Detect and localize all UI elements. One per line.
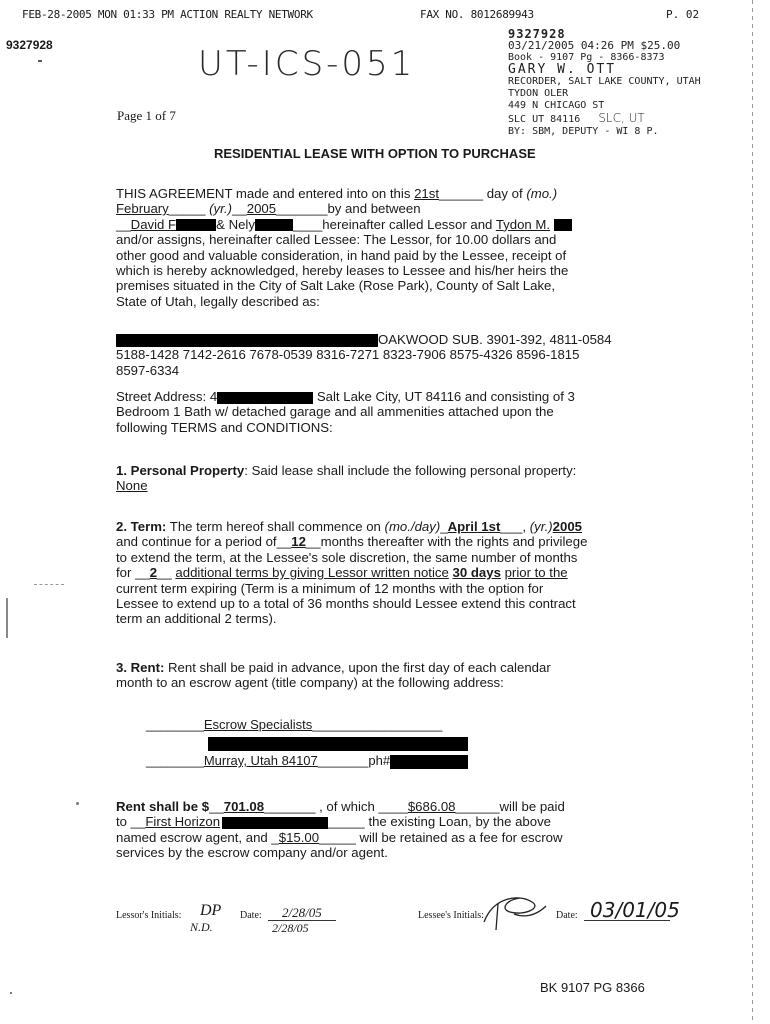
intro-line: State of Utah, legally described as: <box>116 293 320 309</box>
stamp-number: 9327928 <box>508 27 566 41</box>
lessor-date-label: Date: <box>240 910 262 921</box>
section-text: , of which <box>319 799 375 814</box>
stamp-datetime-fee: 03/21/2005 04:26 PM $25.00 <box>508 39 681 52</box>
street-prefix: 4 <box>209 389 218 404</box>
agreement-month: February <box>116 201 169 217</box>
scan-dot <box>10 992 12 994</box>
lessor-initials-label: Lessor's Initials: <box>116 910 182 921</box>
escrow-name: Escrow Specialists <box>203 717 313 732</box>
street-address-block <box>116 389 656 435</box>
section-text: months thereafter with the rights and privilege <box>320 534 588 550</box>
lessor-date-1: 2/28/05 <box>282 905 322 920</box>
stamp-return-city <box>508 112 701 126</box>
redaction-bar <box>255 219 293 231</box>
legal-desc-line: OAKWOOD SUB. 3901-392, 4811-0584 <box>378 332 612 347</box>
stamp-city-zip: SLC UT 84116 <box>508 114 581 125</box>
stamp-deputy: BY: SBM, DEPUTY - WI 8 P. <box>508 126 659 137</box>
lessee-initials-signature <box>480 892 550 932</box>
intro-text: day of <box>486 186 523 201</box>
notice-days: 30 days <box>452 565 501 581</box>
legal-desc-line: 5188-1428 7142-2616 7678-0539 8316-7271 8323-7906 8575-4326 8596-1815 <box>116 347 580 363</box>
intro-text: hereinafter called Lessor and <box>322 216 493 232</box>
section-text: prior to the <box>504 565 568 581</box>
section-text: (mo./day) <box>384 519 441 534</box>
section-text: The term hereof shall commence on <box>169 519 381 534</box>
redaction-bar <box>176 219 216 231</box>
section-text: named escrow agent, and <box>116 829 268 845</box>
stamp-city-handwritten: SLC, UT <box>598 111 645 125</box>
intro-line: which is hereby acknowledged, hereby leases to Lessee and his/her heirs the <box>116 263 569 279</box>
intro-line: and/or assigns, hereinafter called Lessee: The Lessor, for 10.00 dollars and <box>116 232 557 248</box>
section-line: to extend the term, at the Lessee's sole discretion, the same number of months <box>116 549 578 565</box>
lessor-date-underline <box>268 920 336 921</box>
stamp-return-name: TYDON OLER <box>508 88 569 99</box>
stamp-recorder-office: RECORDER, SALT LAKE COUNTY, UTAH <box>508 76 701 87</box>
redaction-bar <box>217 392 313 404</box>
street-line: Bedroom 1 Bath w/ detached garage and all ammenities attached upon the <box>116 404 554 420</box>
scan-dot <box>38 60 42 62</box>
section-heading: 2. Term: <box>116 519 167 534</box>
intro-line: other good and valuable consideration, in hand paid by the Lessee, receipt of <box>116 247 567 263</box>
handwritten-file-code: UT-ICS-051 <box>198 44 416 84</box>
scan-dot <box>76 802 79 805</box>
section-text: Rent shall be paid in advance, upon the first day of each calendar <box>168 660 551 675</box>
lessee-initials-label: Lessee's Initials: <box>418 910 484 921</box>
section-text: will be paid <box>499 799 565 814</box>
entry-number: 9327928 <box>6 38 53 52</box>
intro-paragraph: THIS AGREEMENT made and entered into on this 21st______ day of (mo.) February_____ (yr.)__2005_______by and between __David F & Nely ____hereinafter called Lessor and Tydon M. and/or assigns, hereinafter called Lessee: The Lessor, for 10.00 dollars and other good and valuable consideration, in hand paid by the Lessee, receipt of which is hereby acknowledged, hereby leases to Lessee and his/her heirs the premises situated in the City of Salt Lake (Rose Park), County of Salt Lake, State of Utah, legally described as: <box>116 186 656 309</box>
redaction-bar <box>554 219 572 231</box>
fax-number: FAX NO. 8012689943 <box>420 8 534 21</box>
lessor-date-2: 2/28/05 <box>272 921 309 935</box>
section-line: term an additional 2 terms). <box>116 611 277 627</box>
redaction-bar <box>116 334 378 347</box>
section-rent <box>116 660 656 691</box>
section-text: Rent shall be $ <box>116 799 210 814</box>
section-text: will be retained as a fee for escrow <box>359 829 563 845</box>
street-label: Street Address: <box>116 389 207 404</box>
lessee-name: Tydon M. <box>495 216 551 232</box>
fax-header-date: FEB-28-2005 MON 01:33 PM ACTION REALTY NETWORK <box>22 8 313 21</box>
lessor-initials-2: N.D. <box>190 920 213 934</box>
section-line: current term expiring (Term is a minimum of 12 months with the option for <box>116 580 544 596</box>
street-city: Salt Lake City, UT 84116 and consisting of 3 <box>316 389 575 404</box>
redaction-bar <box>208 737 468 751</box>
section-text: (yr.) <box>529 519 553 534</box>
personal-property-value: None <box>116 478 148 494</box>
section-personal-property <box>116 463 656 494</box>
lessor-name: David F <box>130 216 177 232</box>
lessee-date-underline <box>584 920 670 921</box>
section-text: the existing Loan, by the above <box>368 814 551 830</box>
section-heading: 1. Personal Property <box>116 463 245 478</box>
loan-payment-amount: $686.08 <box>407 799 456 814</box>
escrow-fee: $15.00 <box>278 829 320 845</box>
intro-text: & Nely <box>216 216 255 232</box>
section-line: services by the escrow company and/or agent. <box>116 845 388 861</box>
intro-line: premises situated in the City of Salt Lake (Rose Park), County of Salt Lake, <box>116 278 556 294</box>
section-line: Lessee to extend up to a total of 36 months should Lessee extend this contract <box>116 596 576 612</box>
section-text: : Said lease shall include the following personal property: <box>244 463 577 478</box>
stamp-recorder-name: GARY W. OTT <box>508 62 617 77</box>
term-months: 12 <box>291 534 306 550</box>
scan-mark <box>34 584 64 585</box>
stamp-book-page: Book - 9107 Pg - 8366-8373 <box>508 52 665 63</box>
escrow-address-block: ________Escrow Specialists__________________ ________Murray, Utah 84107_______ph# <box>146 716 468 770</box>
lessee-date: 03/01/05 <box>590 898 680 922</box>
fax-page-number: P. 02 <box>666 8 700 21</box>
section-text: additional terms by giving Lessor written notice <box>175 565 449 581</box>
escrow-city: Murray, Utah 84107 <box>203 753 318 768</box>
section-text: to <box>116 814 127 830</box>
scan-mark <box>6 598 8 638</box>
section-heading: 3. Rent: <box>116 660 165 675</box>
recorder-stamp <box>508 28 701 138</box>
intro-text: (yr.) <box>209 201 233 217</box>
intro-text: by and between <box>327 201 421 217</box>
scan-edge-line <box>752 0 753 1024</box>
lessee-date-label: Date: <box>556 910 578 921</box>
section-text: and continue for a period of <box>116 534 277 550</box>
phone-label: ph# <box>368 753 391 768</box>
redaction-bar <box>390 755 468 769</box>
intro-text: THIS AGREEMENT made and entered into on this <box>116 186 411 201</box>
section-text: for <box>116 565 132 581</box>
rent-amount: 701.08 <box>223 799 265 814</box>
book-page-footer: BK 9107 PG 8366 <box>540 980 645 995</box>
lessor-initials-1: DP <box>200 902 222 919</box>
street-line: following TERMS and CONDITIONS: <box>116 419 333 435</box>
term-start-year: 2005 <box>552 519 582 534</box>
agreement-year: 2005 <box>246 201 277 217</box>
agreement-day: 21st <box>414 186 440 201</box>
legal-description <box>116 332 656 378</box>
document-title: RESIDENTIAL LEASE WITH OPTION TO PURCHASE <box>214 146 536 161</box>
page-label: Page 1 of 7 <box>117 108 176 123</box>
section-term: 2. Term: The term hereof shall commence on (mo./day)_April 1st___, (yr.)2005 and continue for a period of__12__months thereafter with the rights and privilege to extend the term, at the Lessee's sole discretion, the same number of months for __2__ additional terms by giving Lessor written notice 30 days prior to the current term expiring (Term is a minimum of 12 months with the option for Lessee to extend up to a total of 36 months should Lessee extend this contract term an additional 2 terms). <box>116 519 656 627</box>
section-line: month to an escrow agent (title company) at the following address: <box>116 675 504 691</box>
redaction-bar <box>222 817 328 829</box>
term-start-date: April 1st <box>447 519 501 534</box>
stamp-return-street: 449 N CHICAGO ST <box>508 100 605 111</box>
lender-name: First Horizon <box>145 814 221 830</box>
rent-amount-paragraph: Rent shall be $__701.08_______ , of which ____$686.08______will be paid to __First Horizon _____ the existing Loan, by the above named escrow agent, and _$15.00_____ will be retained as a fee for escrow services by the escrow company and/or agent. <box>116 799 656 861</box>
legal-desc-line: 8597-6334 <box>116 362 180 378</box>
intro-text: (mo.) <box>526 186 558 201</box>
additional-terms-count: 2 <box>149 565 158 581</box>
